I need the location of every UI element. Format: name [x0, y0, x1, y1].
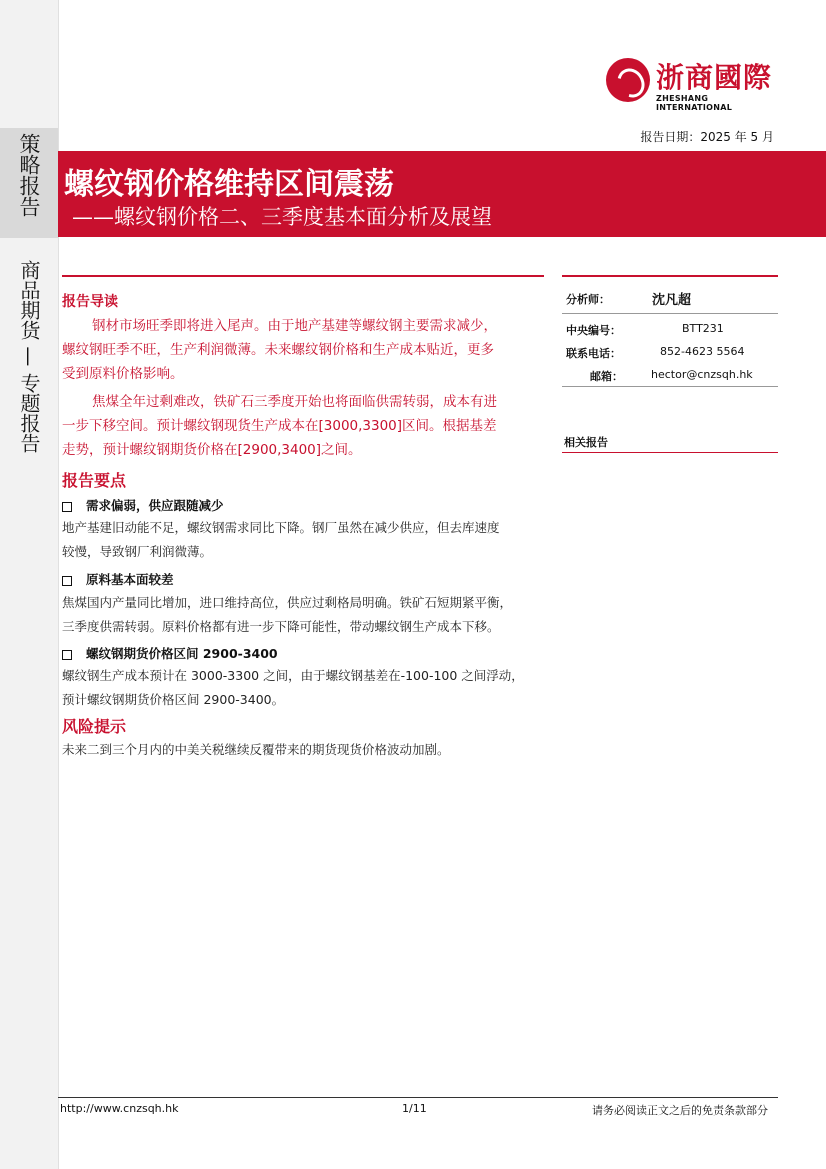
analyst-name: 沈凡超 [652, 293, 692, 308]
footer-page-number: 1/11 [402, 1102, 427, 1115]
analyst-email-label: 邮箱： [590, 370, 623, 383]
logo-english-name: ZHESHANG INTERNATIONAL [656, 94, 733, 112]
guide-paragraph-2 [62, 390, 552, 462]
key-point-title [62, 644, 278, 662]
guide-p2-line: 走势，预计螺纹钢期货价格在[2900,3400]之间。 [62, 442, 362, 458]
footer-disclaimer: 请务必阅读正文之后的免责条款部分 [592, 1104, 768, 1117]
analyst-email[interactable]: hector@cnzsqh.hk [651, 368, 753, 381]
analyst-id-label: 中央编号： [566, 324, 621, 337]
sidebar-category-label: 策略报告 [17, 133, 41, 217]
analyst-phone: 852-4623 5564 [660, 345, 745, 358]
key-point-line: 焦煤国内产量同比增加，进口维持高位，供应过剩格局明确。铁矿石短期紧平衡， [62, 595, 513, 610]
checkbox-bullet-icon [62, 650, 72, 660]
guide-p2-line: 一步下移空间。预计螺纹钢现货生产成本在[3000,3300]区间。根据基差 [62, 418, 497, 434]
checkbox-bullet-icon [62, 502, 72, 512]
guide-paragraph-1 [62, 314, 552, 386]
page-title: 螺纹钢价格维持区间震荡 [64, 167, 394, 202]
logo-mark-icon [606, 58, 650, 102]
company-logo [606, 56, 776, 112]
analyst-label: 分析师： [566, 293, 610, 306]
key-point-line: 三季度供需转弱。原料价格都有进一步下降可能性，带动螺纹钢生产成本下移。 [62, 619, 500, 634]
related-reports-divider [562, 452, 778, 453]
logo-chinese-name: 浙商國際 [656, 61, 773, 94]
section-divider [62, 275, 544, 277]
key-point-title-text: 原料基本面较差 [86, 572, 174, 587]
analyst-phone-label: 联系电话： [566, 347, 621, 360]
page-subtitle: ——螺纹钢价格二、三季度基本面分析及展望 [72, 205, 492, 229]
footer-url[interactable]: http://www.cnzsqh.hk [60, 1102, 179, 1115]
key-point-line: 较慢，导致钢厂利润微薄。 [62, 544, 213, 559]
checkbox-bullet-icon [62, 576, 72, 586]
sidebar-report-type-label: 商品期货 — 专题报告 [17, 259, 41, 453]
key-points-heading: 报告要点 [62, 471, 127, 490]
guide-p1-line: 受到原料价格影响。 [62, 366, 184, 382]
key-point-title-text: 螺纹钢期货价格区间 2900-3400 [86, 646, 278, 661]
footer-divider [58, 1097, 778, 1098]
key-point-body [62, 516, 552, 564]
analyst-row-divider [562, 313, 778, 314]
key-point-line: 预计螺纹钢期货价格区间 2900-3400。 [62, 692, 285, 707]
guide-p1-line: 螺纹钢旺季不旺，生产利润微薄。未来螺纹钢价格和生产成本贴近，更多 [62, 342, 494, 358]
key-point-body [62, 664, 552, 712]
guide-p2-line: 焦煤全年过剩难改，铁矿石三季度开始也将面临供需转弱，成本有进 [92, 394, 497, 410]
analyst-bottom-divider [562, 386, 778, 387]
report-date: 报告日期：2025 年 5 月 [640, 130, 774, 144]
analyst-divider [562, 275, 778, 277]
key-point-line: 螺纹钢生产成本预计在 3000-3300 之间，由于螺纹钢基差在-100-100 之间浮动， [62, 668, 524, 683]
guide-p1-line: 钢材市场旺季即将进入尾声。由于地产基建等螺纹钢主要需求减少， [92, 318, 497, 334]
guide-heading: 报告导读 [62, 294, 118, 310]
related-reports-heading: 相关报告 [564, 436, 608, 449]
analyst-id: BTT231 [682, 322, 724, 335]
key-point-title-text: 需求偏弱，供应跟随减少 [86, 498, 224, 513]
key-point-body [62, 591, 552, 639]
risk-text: 未来二到三个月内的中美关税继续反覆带来的期货现货价格波动加剧。 [62, 742, 450, 757]
key-point-line: 地产基建旧动能不足，螺纹钢需求同比下降。钢厂虽然在减少供应，但去库速度 [62, 520, 500, 535]
key-point-title [62, 570, 174, 588]
risk-heading: 风险提示 [62, 717, 127, 736]
key-point-title [62, 496, 224, 514]
title-banner [58, 151, 826, 237]
